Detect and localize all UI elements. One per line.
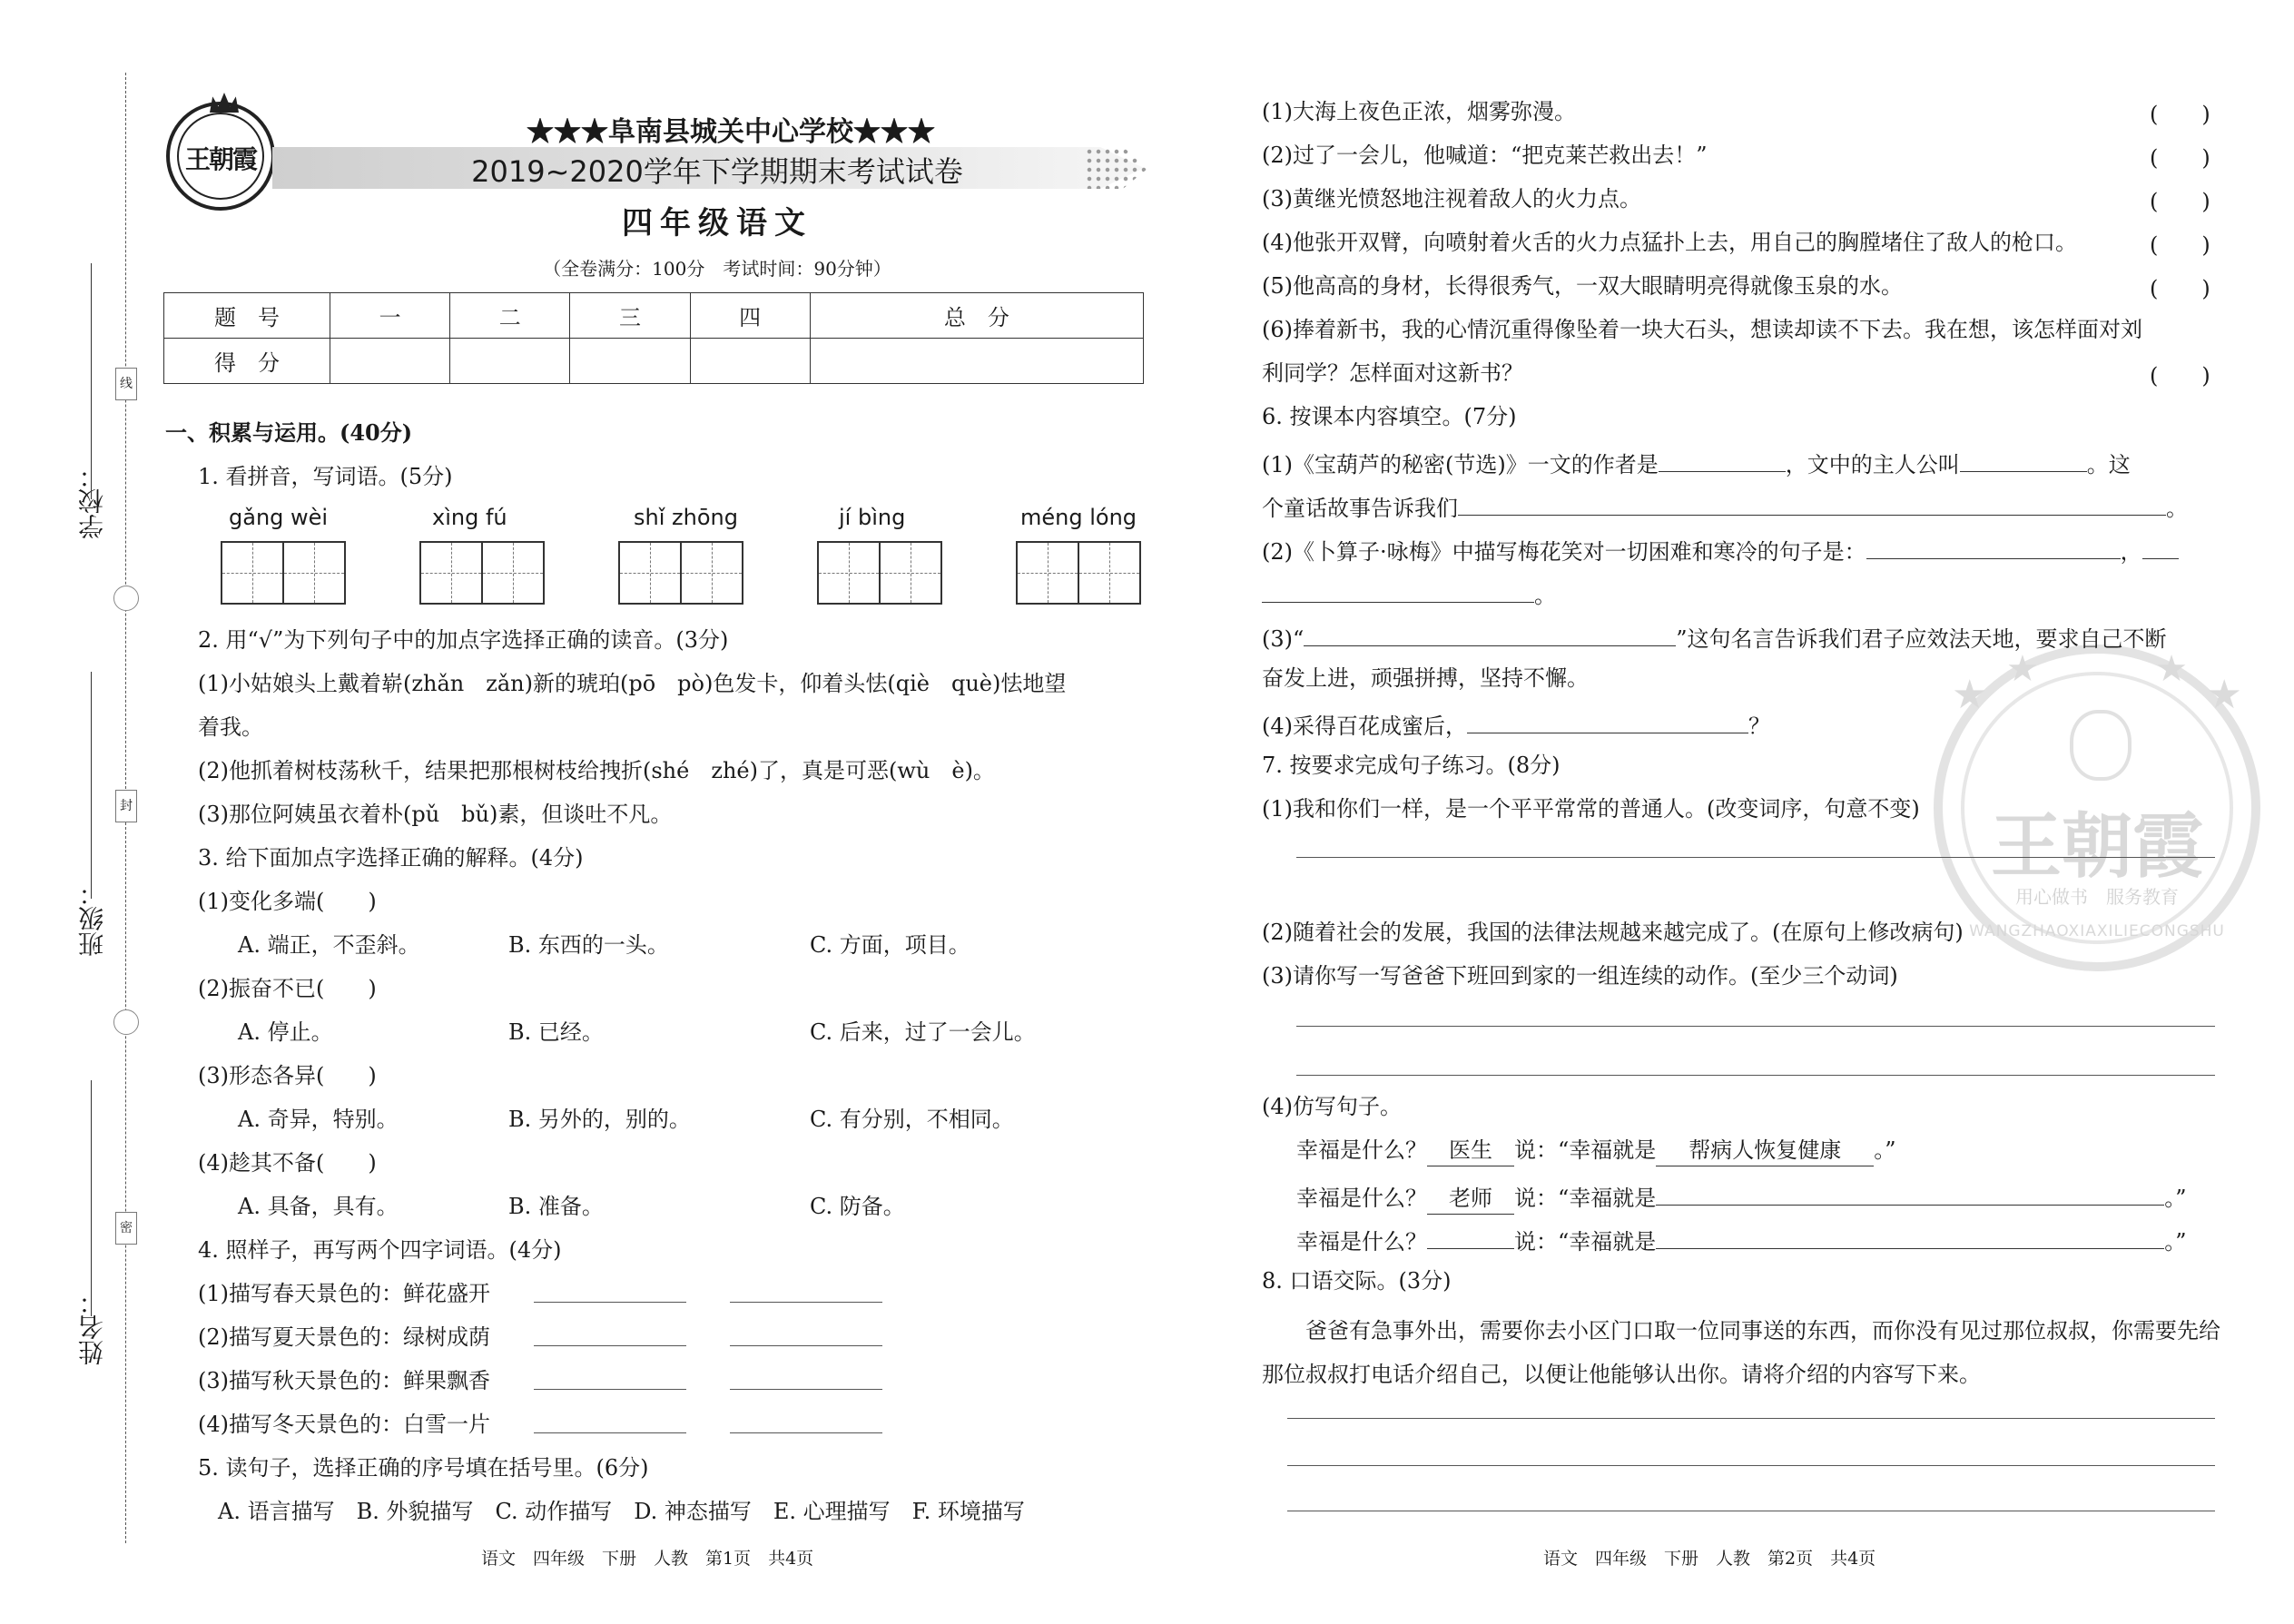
q6-text: 。这: [2086, 451, 2131, 477]
answer-line[interactable]: [1287, 1465, 2215, 1466]
q2-item: (1)小姑娘头上戴着崭(zhǎn zǎn)新的琥珀(pō pò)色发卡，仰着头怯(qiè què)怯地望: [198, 671, 1067, 696]
q6-item-continued: 奋发上进，顽强拼搏，坚持不懈。: [1262, 665, 1589, 691]
imitation-say: 说：“幸福就是: [1514, 1185, 1657, 1211]
q7-item: (2)随着社会的发展，我国的法律法规越来越完成了。(在原句上修改病句): [1262, 920, 1964, 945]
q6-item-continued: 个童话故事告诉我们 。: [1262, 488, 2188, 524]
q4-answer-line[interactable]: [730, 1302, 882, 1303]
q2-item-continued: 着我。: [198, 714, 263, 740]
imitation-line: 幸福是什么？ 医生 说：“幸福就是 帮病人恢复健康 。”: [1296, 1135, 1896, 1166]
school-label: 学校：: [77, 463, 107, 539]
q3-option-c[interactable]: C. 后来，过了一会儿。: [810, 1019, 1036, 1045]
tianzige-box[interactable]: [1016, 541, 1079, 605]
q4-answer-line[interactable]: [730, 1345, 882, 1346]
answer-line[interactable]: [1296, 1075, 2215, 1076]
q6-text: 个童话故事告诉我们: [1262, 495, 1458, 521]
pinyin-label: jí bìng: [839, 505, 906, 530]
q6-item: [1262, 706, 1770, 742]
q5-item: (5)他高高的身材，长得很秀气，一双大眼睛明亮得就像玉泉的水。: [1262, 273, 1903, 299]
q4-answer-line[interactable]: [534, 1302, 686, 1303]
q6-blank[interactable]: [1467, 706, 1748, 733]
answer-line[interactable]: [1287, 1418, 2215, 1419]
q3-option-a[interactable]: A. 具备，具有。: [238, 1194, 399, 1219]
q5-heading: 5. 读句子，选择正确的序号填在括号里。(6分): [198, 1455, 649, 1481]
q6-blank[interactable]: [1458, 488, 2166, 516]
q4-answer-line[interactable]: [534, 1432, 686, 1433]
score-cell: 题 号: [164, 293, 330, 339]
score-cell: 三: [570, 293, 690, 339]
q3-stem: (3)形态各异( ): [198, 1063, 377, 1088]
q3-option-b[interactable]: B. 已经。: [508, 1019, 604, 1045]
score-cell: 四: [690, 293, 810, 339]
q6-item-continued: 。: [1262, 576, 1556, 611]
q5-item: (3)黄继光愤怒地注视着敌人的火力点。: [1262, 186, 1641, 212]
q5-item: (2)过了一会儿，他喊道：“把克莱芒救出去！”: [1262, 143, 1708, 168]
q4-answer-line[interactable]: [534, 1389, 686, 1390]
imitation-say: 说：“幸福就是: [1514, 1228, 1657, 1255]
pinyin-label: méng lóng: [1020, 505, 1137, 530]
seal-seal-mark: 封: [115, 790, 137, 822]
score-input[interactable]: [570, 339, 690, 384]
q2-item: (3)那位阿姨虽衣着朴(pǔ bǔ)素，但谈吐不凡。: [198, 802, 673, 827]
imitation-who[interactable]: 老师: [1427, 1183, 1514, 1215]
q3-option-c[interactable]: C. 方面，项目。: [810, 932, 970, 958]
score-table-row: [164, 293, 1144, 339]
q6-item: [1262, 445, 2131, 480]
score-table: [163, 292, 1144, 384]
q6-blank[interactable]: [1304, 619, 1676, 646]
school-title: ★★★阜南县城关中心学校★★★: [527, 116, 935, 148]
q5-item: (6)捧着新书，我的心情沉重得像坠着一块大石头，想读却读不下去。我在想，该怎样面对刘: [1262, 317, 2142, 342]
score-table-row: [164, 339, 1144, 384]
q4-item: (1)描写春天景色的：鲜花盛开: [198, 1281, 490, 1306]
portrait-icon: [2070, 710, 2132, 781]
q4-item: (3)描写秋天景色的：鲜果飘香: [198, 1368, 490, 1393]
name-label: 姓名：: [77, 1289, 107, 1365]
tianzige-box[interactable]: [282, 541, 346, 605]
q6-text: (1)《宝葫芦的秘密(节选)》一文的作者是: [1262, 451, 1659, 477]
q6-blank[interactable]: [1659, 445, 1786, 472]
q6-text: ”这句名言告诉我们君子应效法天地，要求自己不断: [1676, 625, 2167, 652]
q4-item: (4)描写冬天景色的：白雪一片: [198, 1412, 490, 1437]
q3-stem: (1)变化多端( ): [198, 889, 377, 914]
imitation-what[interactable]: 帮病人恢复健康: [1656, 1135, 1874, 1166]
tianzige-box[interactable]: [419, 541, 483, 605]
watermark-slogan: 用心做书 服务教育: [2015, 886, 2179, 908]
q4-answer-line[interactable]: [730, 1389, 882, 1390]
tianzige-box[interactable]: [1078, 541, 1141, 605]
watermark-pinyin: WANGZHAOXIAXILIECONGSHU: [1969, 922, 2225, 940]
exam-title: 2019~2020学年下学期期末考试试卷: [471, 154, 963, 189]
watermark-seal: [1934, 645, 2260, 971]
imitation-what[interactable]: [1656, 1178, 2164, 1206]
pinyin-label: shǐ zhōng: [634, 505, 738, 530]
q8-heading: 8. 口语交际。(3分): [1262, 1268, 1452, 1294]
answer-paren[interactable]: ( ): [2150, 232, 2210, 258]
q6-text: ？: [1748, 713, 1770, 739]
page-footer: 语文 四年级 下册 人教 第1页 共4页: [481, 1549, 814, 1569]
q6-text: ，文中的主人公叫: [1785, 451, 1960, 477]
q6-text: (3)“: [1262, 625, 1305, 652]
answer-paren[interactable]: ( ): [2150, 102, 2210, 127]
answer-line[interactable]: [1296, 1026, 2215, 1027]
star-icon: ★: [1952, 672, 1988, 718]
imitation-who[interactable]: [1427, 1222, 1514, 1249]
answer-paren[interactable]: ( ): [2150, 189, 2210, 214]
q3-option-b[interactable]: B. 东西的一头。: [508, 932, 669, 958]
q3-option-a[interactable]: A. 端正，不歪斜。: [238, 932, 420, 958]
tianzige-box[interactable]: [481, 541, 545, 605]
star-icon: ★: [2206, 672, 2242, 718]
logo-text: 王朝霞: [184, 144, 256, 174]
q6-blank[interactable]: [2142, 532, 2179, 559]
binding-hole-icon: [113, 586, 139, 611]
imitation-what[interactable]: [1656, 1222, 2164, 1249]
exam-meta: （全卷满分：100分 考试时间：90分钟）: [543, 258, 891, 280]
imitation-question: 幸福是什么？: [1296, 1228, 1427, 1255]
q2-heading: 2. 用“√”为下列句子中的加点字选择正确的读音。(3分): [198, 627, 729, 653]
star-icon: ★: [2155, 648, 2188, 690]
q5-options: A. 语言描写 B. 外貌描写 C. 动作描写 D. 神态描写 E. 心理描写 F. 环境描写: [218, 1499, 1025, 1524]
tianzige-box[interactable]: [680, 541, 743, 605]
q7-item: (3)请你写一写爸爸下班回到家的一组连续的动作。(至少三个动词): [1262, 963, 1898, 989]
q6-blank[interactable]: [1960, 445, 2087, 472]
q4-answer-line[interactable]: [730, 1432, 882, 1433]
imitation-question: 幸福是什么？: [1296, 1185, 1427, 1211]
q5-item-continued: 利同学？怎样面对这新书？: [1262, 360, 1523, 386]
score-cell: 二: [450, 293, 570, 339]
seal-line-mark: 线: [115, 368, 137, 400]
score-input[interactable]: [690, 339, 810, 384]
answer-paren[interactable]: ( ): [2150, 276, 2210, 301]
score-input[interactable]: [810, 339, 1143, 384]
q6-item: [1262, 619, 2167, 655]
q2-item: (2)他抓着树枝荡秋千，结果把那根树枝给拽折(shé zhé)了，真是可恶(wù è)。: [198, 758, 995, 783]
answer-paren[interactable]: ( ): [2150, 363, 2210, 389]
q5-item: (1)大海上夜色正浓，烟雾弥漫。: [1262, 99, 1576, 124]
q6-text: (2)《卜算子·咏梅》中描写梅花笑对一切困难和寒冷的句子是：: [1262, 538, 1866, 565]
score-input[interactable]: [330, 339, 450, 384]
q3-option-b[interactable]: B. 准备。: [508, 1194, 604, 1219]
q4-heading: 4. 照样子，再写两个四字词语。(4分): [198, 1237, 562, 1263]
page-footer: 语文 四年级 下册 人教 第2页 共4页: [1543, 1549, 1876, 1569]
logo-seal: [166, 102, 275, 211]
subject-title: 四年级语文: [622, 205, 812, 241]
tianzige-box[interactable]: [817, 541, 881, 605]
q6-blank[interactable]: [1866, 532, 2121, 559]
section-one-heading: 一、积累与运用。(40分): [165, 419, 413, 446]
class-fill-line[interactable]: [91, 672, 92, 899]
seal-mi-mark: 密: [115, 1212, 137, 1245]
pinyin-label: gǎng wèi: [229, 505, 329, 530]
q3-option-c[interactable]: C. 有分别，不相同。: [810, 1107, 1014, 1132]
imitation-line: 幸福是什么？ 说：“幸福就是 。”: [1296, 1222, 2187, 1257]
tianzige-box[interactable]: [618, 541, 682, 605]
q4-item: (2)描写夏天景色的：绿树成荫: [198, 1324, 490, 1350]
q3-option-c[interactable]: C. 防备。: [810, 1194, 905, 1219]
name-fill-line[interactable]: [91, 1080, 92, 1316]
q7-item: (1)我和你们一样，是一个平平常常的普通人。(改变词序，句意不变): [1262, 796, 1920, 822]
q6-blank[interactable]: [1262, 576, 1534, 603]
pinyin-label: xìng fú: [432, 505, 507, 530]
q4-answer-line[interactable]: [534, 1345, 686, 1346]
q3-option-b[interactable]: B. 另外的，别的。: [508, 1107, 691, 1132]
q6-text: (4)采得百花成蜜后，: [1262, 713, 1467, 739]
q3-option-a[interactable]: A. 停止。: [238, 1019, 333, 1045]
score-cell: 总 分: [810, 293, 1143, 339]
q7-heading: 7. 按要求完成句子练习。(8分): [1262, 753, 1561, 778]
banner-dots: [1085, 147, 1148, 189]
q6-item: (2)《卜算子·咏梅》中描写梅花笑对一切困难和寒冷的句子是： ，: [1262, 532, 2179, 567]
q3-heading: 3. 给下面加点字选择正确的解释。(4分): [198, 845, 584, 871]
imitation-say: 说：“幸福就是: [1514, 1137, 1657, 1163]
q8-prompt: 爸爸有急事外出，需要你去小区门口取一位同事送的东西，而你没有见过那位叔叔，你需要先给那位叔叔打电话介绍自己，以便让他能够认出你。请将介绍的内容写下来。: [1262, 1318, 2220, 1387]
tianzige-box[interactable]: [879, 541, 942, 605]
star-icon: ★: [2006, 648, 2039, 690]
school-fill-line[interactable]: [91, 263, 92, 499]
score-cell: 得 分: [164, 339, 330, 384]
imitation-who[interactable]: 医生: [1427, 1135, 1514, 1166]
q6-heading: 6. 按课本内容填空。(7分): [1262, 404, 1517, 429]
q5-item: (4)他张开双臂，向喷射着火舌的火力点猛扑上去，用自己的胸膛堵住了敌人的枪口。: [1262, 230, 2077, 255]
crown-icon: [210, 93, 239, 113]
class-label: 班级：: [77, 881, 107, 957]
watermark-name: 王朝霞: [1990, 805, 2203, 888]
score-cell: 一: [330, 293, 450, 339]
q1-heading: 1. 看拼音，写词语。(5分): [198, 464, 453, 489]
q3-stem: (4)趁其不备( ): [198, 1150, 377, 1176]
answer-line[interactable]: [1296, 857, 2215, 858]
imitation-line: 幸福是什么？ 老师 说：“幸福就是 。”: [1296, 1178, 2187, 1215]
tianzige-box[interactable]: [221, 541, 284, 605]
imitation-question: 幸福是什么？: [1296, 1137, 1427, 1163]
q3-stem: (2)振奋不已( ): [198, 976, 377, 1001]
binding-hole-icon: [113, 1009, 139, 1035]
q3-option-a[interactable]: A. 奇异，特别。: [238, 1107, 399, 1132]
score-input[interactable]: [450, 339, 570, 384]
answer-paren[interactable]: ( ): [2150, 145, 2210, 171]
q7-item: (4)仿写句子。: [1262, 1094, 1402, 1119]
